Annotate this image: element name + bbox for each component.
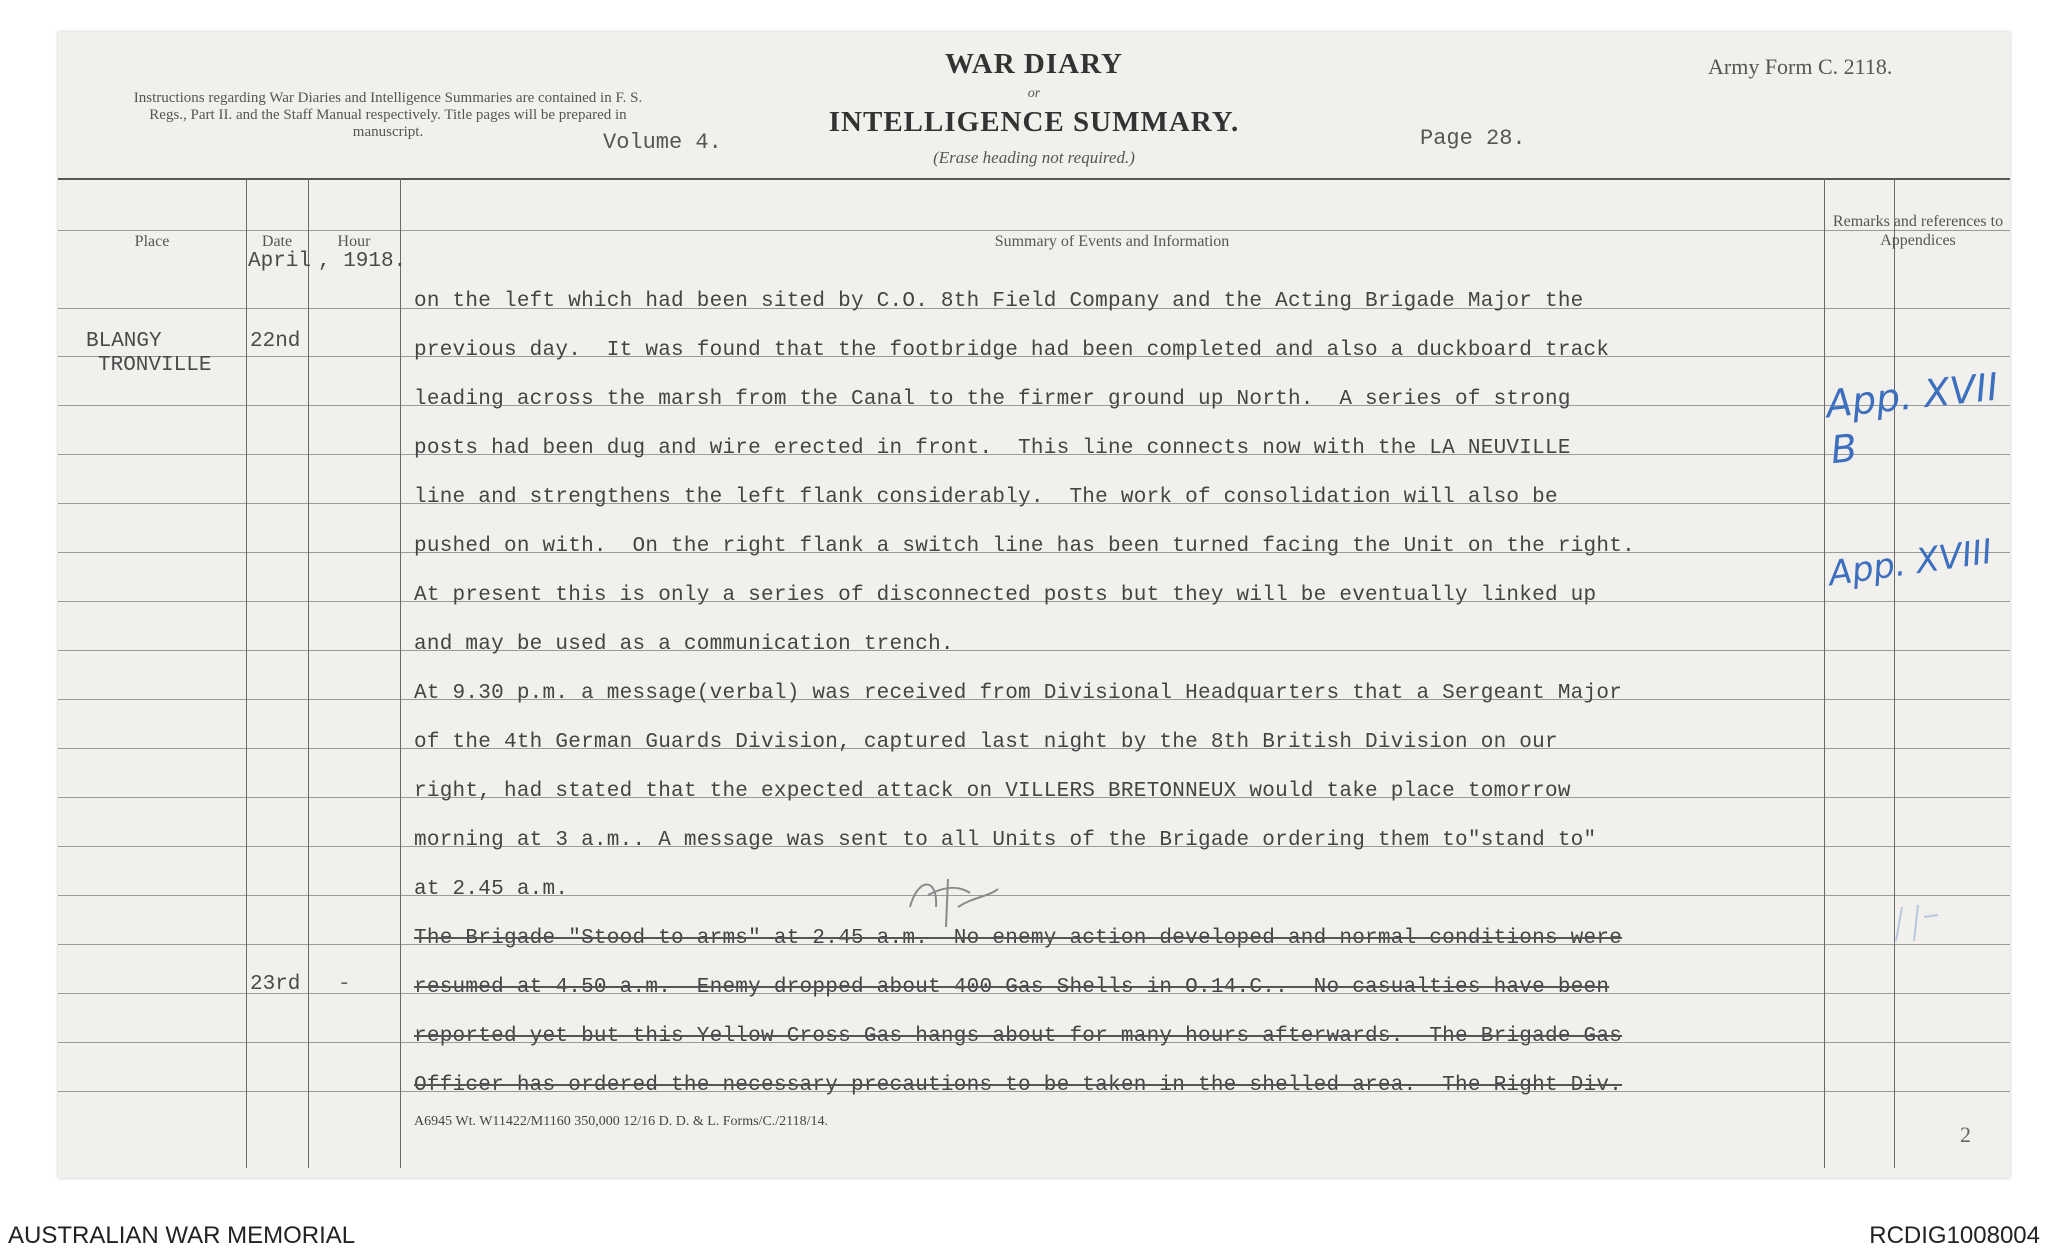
row-rule	[58, 650, 2010, 651]
page-subtitle: INTELLIGENCE SUMMARY.	[828, 106, 1240, 138]
army-form-number: Army Form C. 2118.	[1708, 54, 1893, 79]
date-23rd: 23rd	[250, 973, 301, 996]
column-date: Date	[261, 233, 293, 250]
summary-line: on the left which had been sited by C.O. 8th Field Company and the Acting Brigade Major the	[414, 290, 1584, 313]
summary-line-struck: Officer has ordered the necessary precautions to be taken in the shelled area. The Right Div.	[414, 1074, 1623, 1097]
column-divider	[400, 178, 401, 1168]
row-rule	[58, 895, 2010, 896]
table-top-rule	[58, 178, 2010, 180]
year-label: , 1918.	[318, 250, 407, 273]
place-blangy: BLANGY	[86, 330, 162, 353]
title-or: or	[1027, 86, 1041, 101]
summary-line: pushed on with. On the right flank a switch line has been turned facing the Unit on the right.	[414, 535, 1635, 558]
column-divider	[1894, 178, 1895, 1168]
column-divider	[246, 178, 247, 1168]
diary-sheet	[58, 32, 2010, 1178]
summary-line: and may be used as a communication trench.	[414, 633, 954, 656]
summary-line: of the 4th German Guards Division, captured last night by the 8th British Division on our	[414, 731, 1558, 754]
corner-page-mark: 2	[1960, 1122, 1971, 1147]
column-summary: Summary of Events and Information	[994, 233, 1230, 250]
initials-mark	[898, 867, 1008, 937]
column-divider	[308, 178, 309, 1168]
column-remarks: Remarks and references to Appendices	[1832, 213, 2004, 249]
summary-line: leading across the marsh from the Canal to the firmer ground up North. A series of strong	[414, 388, 1571, 411]
summary-line: posts had been dug and wire erected in front. This line connects now with the LA NEUVILLE	[414, 437, 1571, 460]
summary-line: morning at 3 a.m.. A message was sent to all Units of the Brigade ordering them to"stand to"	[414, 829, 1597, 852]
page-number: Page 28.	[1420, 126, 1526, 151]
form-print-code: A6945 Wt. W11422/M1160 350,000 12/16 D. D. & L. Forms/C./2118/14.	[414, 1114, 829, 1129]
summary-line: previous day. It was found that the footbridge had been completed and also a duckboard track	[414, 339, 1610, 362]
header-rule	[58, 230, 2010, 231]
summary-line-struck: resumed at 4.50 a.m. Enemy dropped about 400 Gas Shells in O.14.C.. No casualties have been	[414, 976, 1610, 999]
summary-line-struck: The Brigade "Stood to arms" at 2.45 a.m. No enemy action developed and normal conditions were	[414, 927, 1623, 950]
archive-id: RCDIG1008004	[1869, 1222, 2040, 1249]
summary-line: line and strengthens the left flank considerably. The work of consolidation will also be	[414, 486, 1558, 509]
date-22nd: 22nd	[250, 330, 301, 353]
appendix-note-xvii-b: App. XVII B	[1823, 364, 2001, 473]
pencil-mark	[1888, 897, 1948, 947]
month-label: April	[248, 250, 312, 273]
column-hour: Hour	[337, 233, 371, 250]
summary-line: at 2.45 a.m.	[414, 878, 569, 901]
summary-line: right, had stated that the expected attack on VILLERS BRETONNEUX would take place tomorrow	[414, 780, 1571, 803]
volume-number: Volume 4.	[603, 130, 722, 155]
summary-line-struck: reported yet but this Yellow Cross Gas hangs about for many hours afterwards. The Brigade Gas	[414, 1025, 1623, 1048]
column-divider	[1824, 178, 1825, 1168]
column-place: Place	[134, 233, 170, 250]
summary-line: At present this is only a series of disconnected posts but they will be eventually linked up	[414, 584, 1597, 607]
place-tronville: TRONVILLE	[98, 354, 212, 377]
diary-table	[58, 178, 2010, 1168]
archive-caption: AUSTRALIAN WAR MEMORIAL	[8, 1222, 356, 1249]
appendix-note-xviii: App. XVIII	[1826, 531, 1995, 595]
page-title: WAR DIARY	[945, 48, 1123, 80]
summary-line: At 9.30 p.m. a message(verbal) was received from Divisional Headquarters that a Sergeant Major	[414, 682, 1623, 705]
erase-note: (Erase heading not required.)	[933, 148, 1135, 167]
instructions-note: Instructions regarding War Diaries and Intelligence Summaries are contained in F. S. Regs., Part II. and the Staff Manual respectively. Title pages will be prepared in manuscript.	[133, 90, 643, 140]
hour-dash: -	[338, 973, 351, 996]
